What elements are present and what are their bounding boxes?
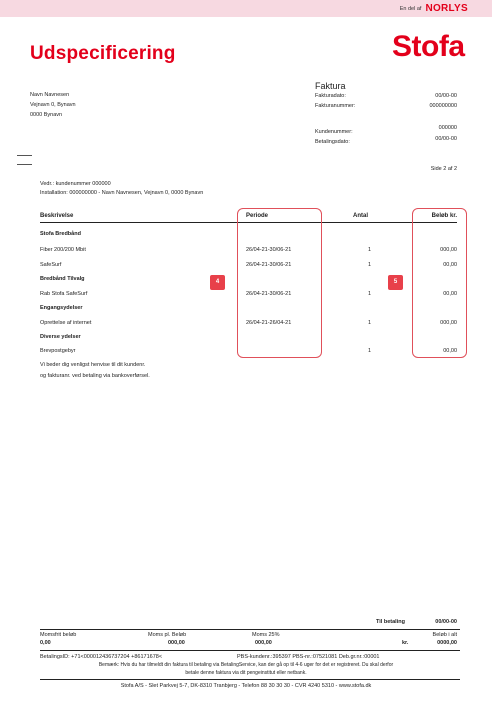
table-row-period: 26/04-21-30/06-21 — [246, 247, 292, 253]
moms-pl-label: Moms pl. Beløb — [148, 632, 187, 638]
table-row-desc: Fiber 200/200 Mbit — [40, 247, 86, 253]
tagline: En del af — [399, 5, 422, 12]
table-row-period: 26/04-21-30/06-21 — [246, 291, 292, 297]
table-row-qty: 1 — [368, 320, 372, 326]
table-section-title: Bredbånd Tilvalg — [40, 276, 85, 282]
table-row-qty: 1 — [368, 262, 372, 268]
payment-note-line-1: Vi beder dig venligst henvise til dit kundenr. — [40, 362, 146, 368]
moms-value: 000,00 — [255, 640, 272, 646]
remark-line-1: Bemærk: Hvis du har tilmeldt din faktura til betaling via BetalingService, kan der gå op til 4-6 uger for det er registreret. Du skal derfor — [98, 662, 394, 668]
fold-mark — [17, 164, 32, 165]
col-header-quantity: Antal — [353, 213, 368, 219]
page-title: Udspecificering — [30, 43, 176, 64]
customer-name: Navn Navnesen — [30, 92, 70, 98]
amount-highlight-box — [412, 208, 467, 358]
table-section-title: Stofa Bredbånd — [40, 231, 81, 237]
period-callout-badge: 4 — [210, 275, 225, 290]
table-row-desc: Brevpostgebyr — [40, 348, 76, 354]
pbs-info: PBS-kundenr.:395397 PBS-nr.:07521081 Deb.gr.nr.:00001 — [237, 654, 380, 660]
remark-line-2: betale denne faktura via dit pengeinstitut eller netbank. — [185, 670, 307, 676]
total-label: Beløb i alt — [432, 632, 457, 638]
table-row-amount: 000,00 — [440, 247, 457, 253]
fold-mark — [17, 155, 32, 156]
moms-pl-value: 000,00 — [168, 640, 185, 646]
customer-address — [30, 90, 76, 120]
period-highlight-box — [237, 208, 322, 358]
invoice-date-value: 00/00-00 — [435, 93, 457, 99]
footer-rule — [40, 629, 460, 630]
betalings-id: BetalingsID: +71<000012436737204 +86171678< — [40, 654, 163, 660]
table-row-amount: 000,00 — [440, 320, 457, 326]
amount-callout-badge: 5 — [388, 275, 403, 290]
table-row-qty: 1 — [368, 247, 372, 253]
til-betaling-value: 00/00-00 — [435, 619, 457, 625]
col-header-amount: Beløb kr. — [431, 213, 457, 219]
table-row-period: 26/04-21-26/04-21 — [246, 320, 292, 326]
table-section-title: Diverse ydelser — [40, 334, 81, 340]
table-row-amount: 00,00 — [443, 291, 457, 297]
footer-rule — [40, 650, 460, 651]
invoice-number-value: 000000000 — [429, 103, 457, 109]
customer-number-value: 000000 — [438, 125, 457, 131]
page-number: Side 2 af 2 — [430, 166, 457, 172]
customer-number-label: Kundenummer: — [315, 129, 353, 135]
ref-installation: Installation: 000000000 - Navn Navnesen, Vejnavn 0, 0000 Bynavn — [40, 190, 204, 196]
total-value: 0000,00 — [437, 640, 457, 646]
table-row-qty: 1 — [368, 348, 372, 354]
payment-note-line-2: og fakturanr. ved betaling via bankoverførsel. — [40, 373, 150, 379]
payment-date-label: Betalingsdato: — [315, 139, 350, 145]
company-info: Stofa A/S - Slet Parkvej 5-7, DK-8310 Tranbjerg - Telefon 88 30 30 30 - CVR 4240 5310 - www.stofa.dk — [120, 683, 372, 689]
table-section-title: Engangsydelser — [40, 305, 83, 311]
table-row-desc: Oprettelse af internet — [40, 320, 92, 326]
til-betaling-label: Til betaling — [376, 619, 405, 625]
norlys-logo: NORLYS — [425, 3, 468, 14]
moms-label: Moms 25% — [252, 632, 280, 638]
invoice-date-label: Fakturadato: — [315, 93, 346, 99]
momsfrit-value: 0,00 — [40, 640, 51, 646]
currency-label: kr. — [402, 640, 409, 646]
table-row-amount: 00,00 — [443, 348, 457, 354]
footer-rule — [40, 679, 460, 680]
table-row-desc: SafeSurf — [40, 262, 62, 268]
stofa-logo: Stofa — [392, 30, 465, 63]
ref-customer-number: Vedr.: kundenummer 000000 — [40, 181, 111, 187]
col-header-description: Beskrivelse — [40, 213, 74, 219]
table-row-period: 26/04-21-30/06-21 — [246, 262, 292, 268]
customer-street: Vejnavn 0, Bynavn — [30, 102, 76, 108]
table-row-amount: 00,00 — [443, 262, 457, 268]
col-header-period: Periode — [246, 213, 269, 219]
momsfrit-label: Momsfrit beløb — [40, 632, 77, 638]
parent-brand — [400, 3, 468, 14]
invoice-number-label: Fakturanummer: — [315, 103, 356, 109]
customer-city: 0000 Bynavn — [30, 112, 63, 118]
payment-date-value: 00/00-00 — [435, 136, 457, 142]
invoice-heading: Faktura — [315, 81, 346, 91]
table-row-desc: Rab Stofa SafeSurf — [40, 291, 88, 297]
table-row-qty: 1 — [368, 291, 372, 297]
